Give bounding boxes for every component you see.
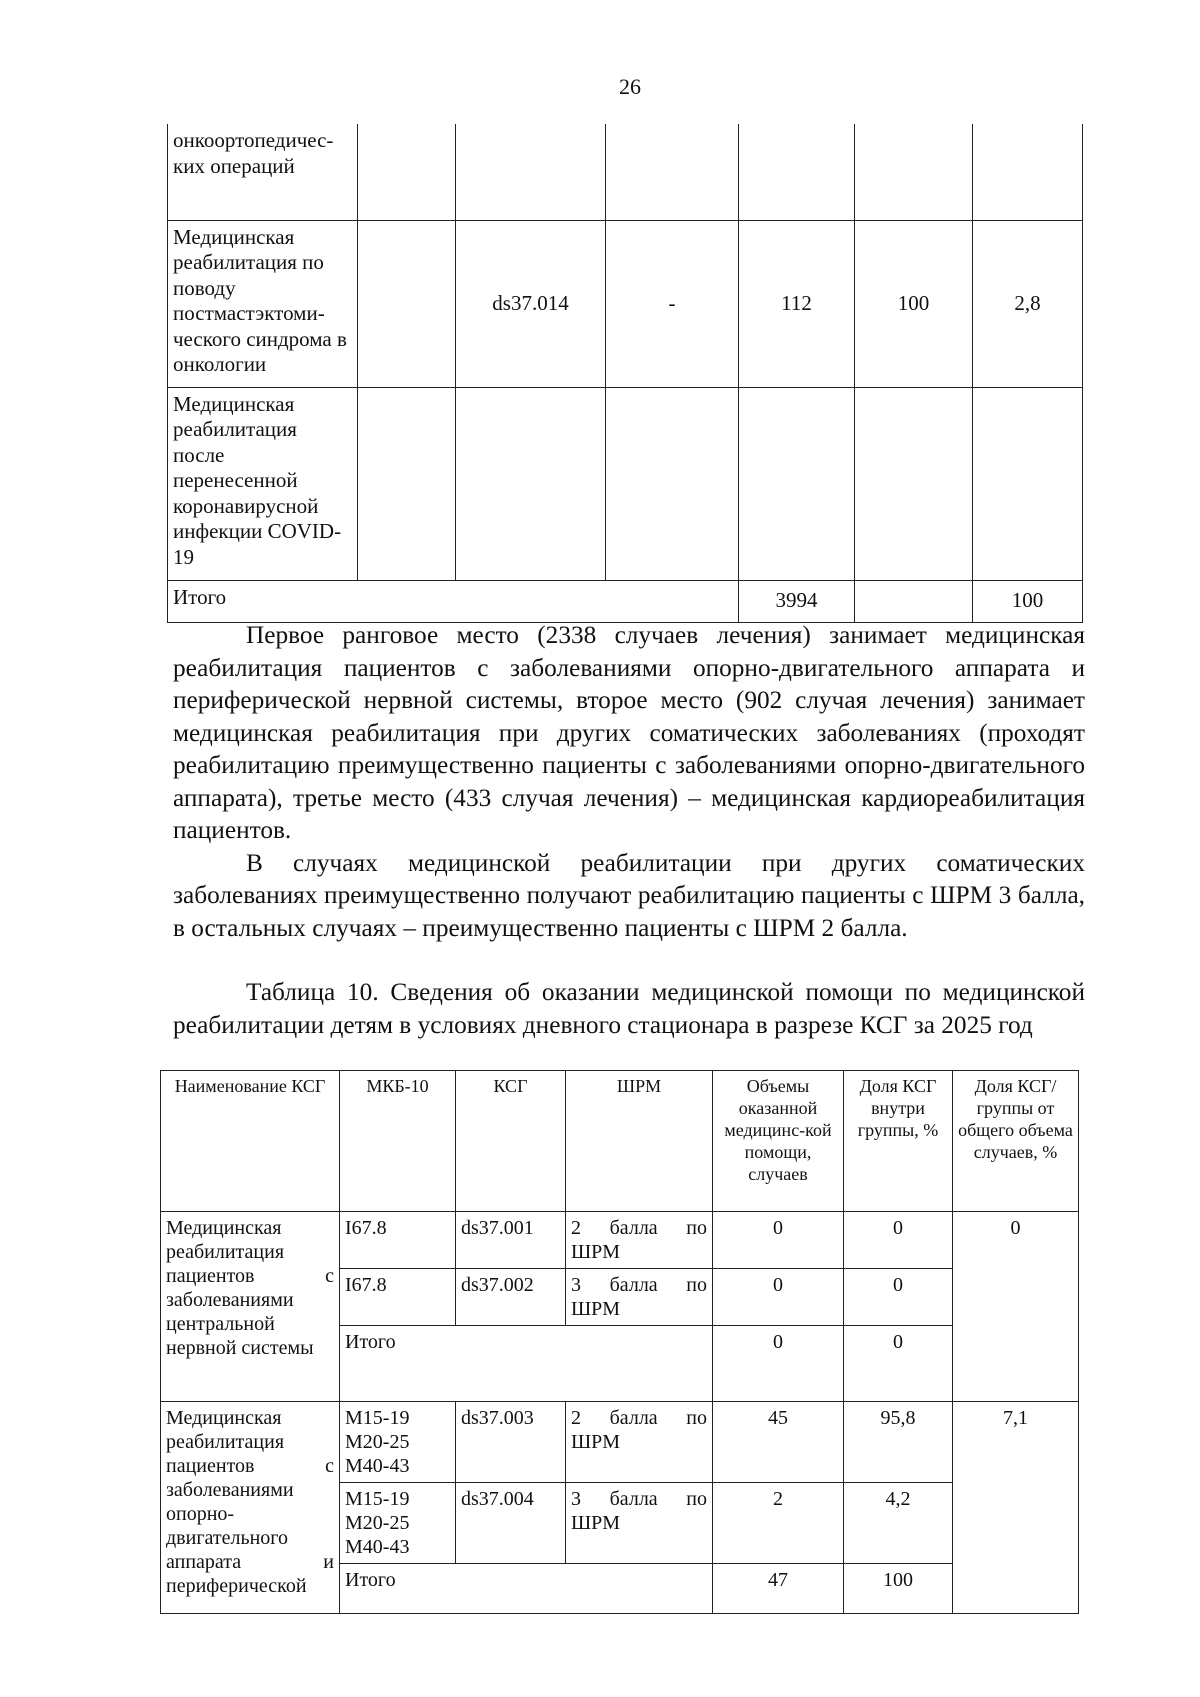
header-share-total: Доля КСГ/ группы от общего объема случаев, % <box>953 1071 1079 1212</box>
table-row <box>161 1402 1079 1483</box>
table-row <box>168 124 1083 220</box>
header-shrm: ШРМ <box>566 1071 713 1212</box>
table-header-row <box>161 1071 1079 1212</box>
total-label: Итого <box>340 1326 713 1402</box>
group-share-cell: 0 <box>953 1212 1079 1402</box>
volume-cell: 45 <box>713 1402 844 1483</box>
ksg-name-cell: Медицинская реабилитация по поводу постмастэктоми-ческого синдрома в онкологии <box>168 220 358 387</box>
group-name-cell: Медицинская реабилитация пациентов с заболеваниями центральной нервной системы <box>161 1212 340 1402</box>
share-group-cell: 100 <box>855 220 973 387</box>
group-name-cell: Медицинская реабилитация пациентов с заболеваниями опорно-двигательного аппарата и периферической <box>161 1402 340 1614</box>
ksg-name-cell: онкоортопедичес-ких операций <box>168 124 358 220</box>
total-share: 100 <box>973 580 1083 622</box>
mkb-cell: I67.8 <box>340 1269 456 1326</box>
header-ksg-name: Наименование КСГ <box>161 1071 340 1212</box>
mkb-cell: M15-19 M20-25 M40-43 <box>340 1483 456 1564</box>
body-text <box>173 619 1085 944</box>
shrm-cell: 2 балла по ШРМ <box>566 1212 713 1269</box>
volume-cell: 0 <box>713 1269 844 1326</box>
table-row <box>168 220 1083 387</box>
group-share-cell: 7,1 <box>953 1402 1079 1614</box>
volume-cell: 112 <box>739 220 855 387</box>
ksg-code-cell: ds37.002 <box>456 1269 566 1326</box>
ksg-code-cell: ds37.001 <box>456 1212 566 1269</box>
page-number: 26 <box>619 74 641 99</box>
table-10 <box>160 1070 1079 1614</box>
shrm-cell: 2 балла по ШРМ <box>566 1402 713 1483</box>
total-volume: 0 <box>713 1326 844 1402</box>
table-total-row <box>168 580 1083 622</box>
table-caption: Таблица 10. Сведения об оказании медицинской помощи по медицинской реабилитации детям в условиях дневного стационара в разрезе КСГ за 2025 год <box>173 978 1085 1039</box>
share-cell: 0 <box>844 1212 953 1269</box>
table-row <box>168 387 1083 580</box>
share-total-cell: 2,8 <box>973 220 1083 387</box>
mkb-cell <box>358 220 456 387</box>
paragraph: Первое ранговое место (2338 случаев лечения) занимает медицинская реабилитация пациентов с заболеваниями опорно-двигательного аппарата и периферической нервной системы, второе место (902 случая лечения) занимает медицинская реабилитация при других соматических заболеваниях (проходят реабилитацию преимущественно пациенты с заболеваниями опорно-двигательного аппарата), третье место (433 случая лечения) – медицинская кардиореабилитация пациентов. <box>173 621 1085 844</box>
ksg-code-cell: ds37.003 <box>456 1402 566 1483</box>
header-share-group: Доля КСГ внутри группы, % <box>844 1071 953 1212</box>
paragraph: В случаях медицинской реабилитации при других соматических заболеваниях преимущественно получают реабилитацию пациенты с ШРМ 3 балла, в остальных случаях – преимущественно пациенты с ШРМ 2 балла. <box>173 848 1085 942</box>
header-volume: Объемы оказанной медицинс-кой помощи, случаев <box>713 1071 844 1212</box>
total-share: 100 <box>844 1564 953 1614</box>
shrm-cell: - <box>606 220 739 387</box>
total-label: Итого <box>340 1564 713 1614</box>
total-label: Итого <box>168 580 739 622</box>
header-mkb: МКБ-10 <box>340 1071 456 1212</box>
total-volume: 47 <box>713 1564 844 1614</box>
mkb-cell: M15-19 M20-25 M40-43 <box>340 1402 456 1483</box>
shrm-cell: 3 балла по ШРМ <box>566 1269 713 1326</box>
shrm-cell: 3 балла по ШРМ <box>566 1483 713 1564</box>
total-share: 0 <box>844 1326 953 1402</box>
share-cell: 4,2 <box>844 1483 953 1564</box>
table-continuation <box>167 124 1083 623</box>
ksg-code-cell: ds37.014 <box>456 220 606 387</box>
share-cell: 0 <box>844 1269 953 1326</box>
share-cell: 95,8 <box>844 1402 953 1483</box>
header-ksg: КСГ <box>456 1071 566 1212</box>
ksg-name-cell: Медицинская реабилитация после перенесенной коронавирусной инфекции COVID-19 <box>168 387 358 580</box>
mkb-cell: I67.8 <box>340 1212 456 1269</box>
total-volume: 3994 <box>739 580 855 622</box>
volume-cell: 0 <box>713 1212 844 1269</box>
table-row <box>161 1212 1079 1269</box>
volume-cell: 2 <box>713 1483 844 1564</box>
ksg-code-cell: ds37.004 <box>456 1483 566 1564</box>
